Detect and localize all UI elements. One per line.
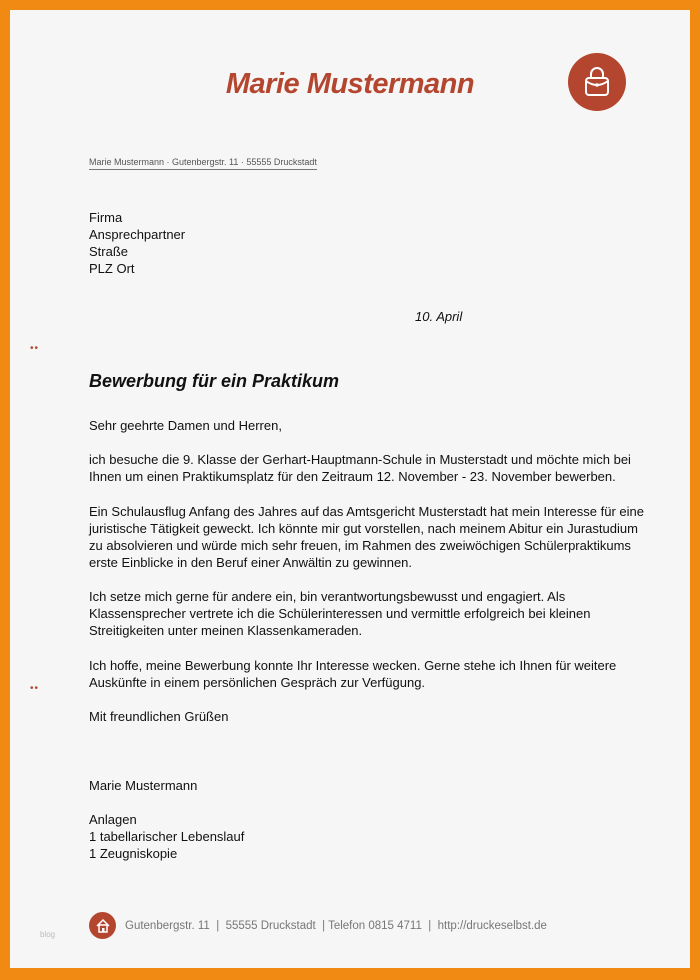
- fold-mark: ••: [30, 343, 40, 354]
- body-paragraph: Ich hoffe, meine Bewerbung konnte Ihr Interesse wecken. Gerne stehe ich Ihnen für weitere Auskünfte in einem persönlichen Gespräch zur Verfügung.: [89, 658, 617, 690]
- watermark: blog: [40, 930, 56, 939]
- house-icon: [89, 912, 116, 939]
- attachment-item: 1 Zeugniskopie: [89, 846, 178, 861]
- attachments-title: Anlagen: [89, 812, 137, 827]
- attachment-item: 1 tabellarischer Lebenslauf: [89, 829, 245, 844]
- fold-mark: ••: [30, 683, 40, 694]
- body-paragraph: Ein Schulausflug Anfang des Jahres auf das Amtsgericht Musterstadt hat mein Interesse für eine juristische Tätigkeit geweckt. Ich könnte mir gut vorstellen, nach meinem Abitur ein Jurastudium zu absolvieren und würde mich sehr freuen, im Rahmen des zweiwöchigen Schülerpraktikums erste Einblicke in den Beruf einer Anwältin zu gewinnen.: [89, 504, 644, 570]
- signature: Marie Mustermann: [89, 778, 198, 793]
- recipient-company: Firma: [89, 210, 123, 225]
- closing: Mit freundlichen Grüßen: [89, 709, 229, 724]
- handbag-icon: [568, 53, 626, 111]
- letter-date: 10. April: [415, 309, 463, 324]
- recipient-city: PLZ Ort: [89, 261, 135, 276]
- letter-footer: [89, 912, 547, 939]
- letter-header-name: Marie Mustermann: [225, 68, 475, 100]
- recipient-street: Straße: [89, 244, 129, 259]
- body-paragraph: ich besuche die 9. Klasse der Gerhart-Hauptmann-Schule in Musterstadt und möchte mich bei Ihnen um einen Praktikumsplatz für den Zeitraum 12. November - 23. November bewerben.: [89, 452, 631, 484]
- letter-page: [10, 10, 690, 968]
- letter-subject: Bewerbung für ein Praktikum: [89, 371, 340, 391]
- sender-line: Marie Mustermann · Gutenbergstr. 11 · 55555 Druckstadt: [89, 157, 317, 170]
- attachments: [89, 811, 649, 862]
- salutation: Sehr geehrte Damen und Herren,: [89, 418, 282, 433]
- recipient-contact: Ansprechpartner: [89, 227, 186, 242]
- footer-contact: Gutenbergstr. 11 | 55555 Druckstadt | Telefon 0815 4711 | http://druckeselbst.de: [125, 919, 547, 932]
- body-paragraph: Ich setze mich gerne für andere ein, bin verantwortungsbewusst und engagiert. Als Klassensprecher vertrete ich die Schülerinteressen und vermittle erfolgreich bei kleinen Streitigkeiten unter meinen Klassenkameraden.: [89, 589, 591, 638]
- recipient-address: [89, 209, 649, 277]
